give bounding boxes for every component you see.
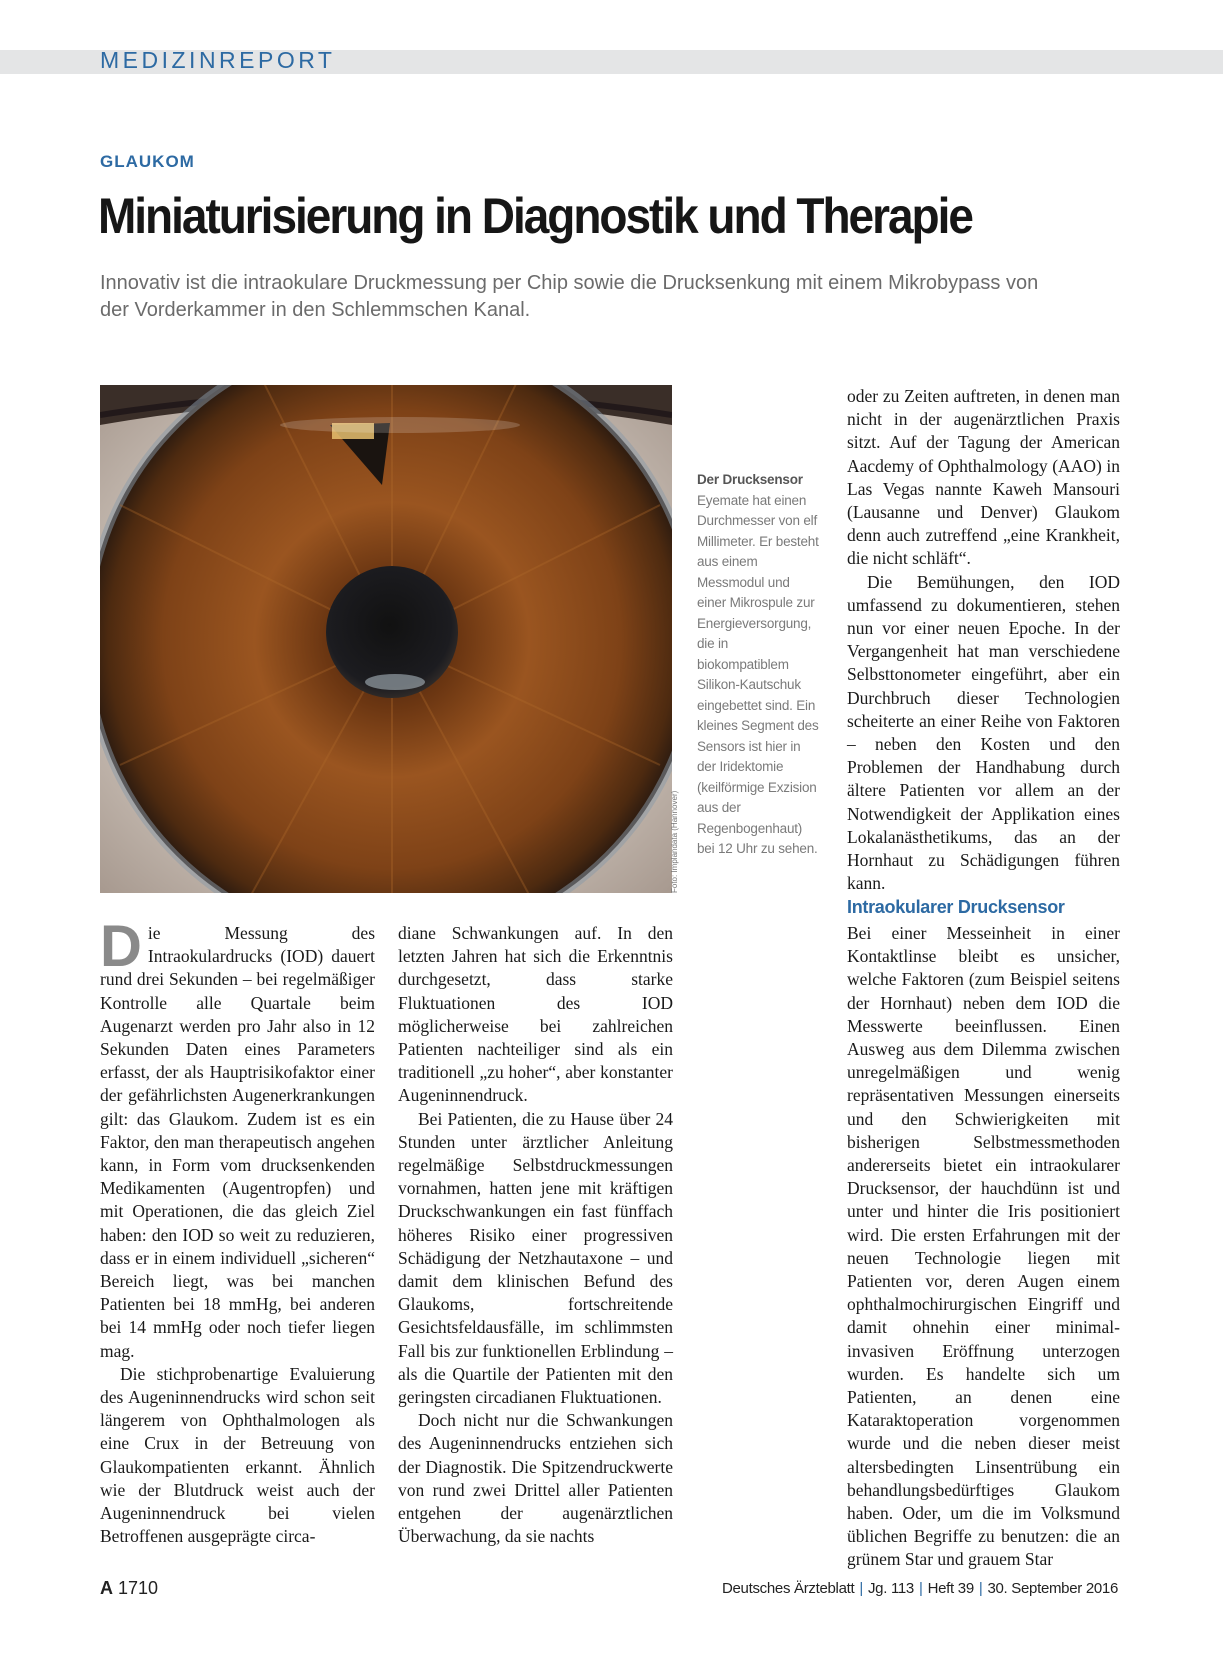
caption-title: Der Drucksensor (697, 472, 803, 487)
paragraph: Bei Patienten, die zu Hause über 24 Stunden unter ärztlicher Anleitung regelmäßige Selbstdruckmessungen vornahmen, hatten jene mit kräftigen Druckschwankungen ein fast fünffach höheres Risiko einer progressiven Schädigung der Netzhautaxone – und damit dem klinischen Befund des Glaukoms, fortschreitende Gesichtsfeldausfälle, im schlimmsten Fall bis zur funktionellen Erblindung – als die Quartile der Patienten mit den geringsten circadianen Fluktuationen. (398, 1108, 673, 1408)
section-subheading: Intraokularer Drucksensor (847, 897, 1065, 917)
article-kicker: GLAUKOM (100, 152, 195, 171)
dropcap: D (100, 914, 142, 979)
eye-photo (100, 385, 672, 893)
section-label: MEDIZINREPORT (100, 47, 336, 73)
column-1 (100, 914, 375, 1548)
paragraph: oder zu Zeiten auftreten, in denen man nicht in der augenärztlichen Praxis sitzt. Auf der Tagung der American Aacdemy of Ophthalmology (AAO) in Las Vegas nannte Kaweh Mansouri (Lausanne und Denver) Glaukom denn auch zutreffend „eine Krankheit, die nicht schläft“. (847, 386, 1120, 569)
journal-name: Deutsches Ärzteblatt (721, 1580, 855, 1597)
paragraph: diane Schwankungen auf. In den letzten Jahren hat sich die Erkenntnis durchgesetzt, dass starke Fluktuationen des IOD möglicherweise bei zahlreichen Patienten nachteiliger sind als ein traditionell „zu hoher“, aber konstanter Augeninnendruck. (398, 923, 673, 1106)
footer-citation (722, 1580, 1118, 1597)
paragraph (100, 914, 375, 1363)
separator: | (918, 1580, 923, 1597)
paragraph: Die stichprobenartige Evaluierung des Augeninnendrucks wird schon seit längerem von Ophthalmologen als eine Crux in der Betreuung von Glaukompatienten erkannt. Ähnlich wie der Blutdruck weist auch der Augeninnendruck bei vielen Betroffenen ausgeprägte circa- (100, 1363, 375, 1547)
column-2 (398, 922, 673, 1548)
page-number (100, 1578, 158, 1599)
page-prefix: A (100, 1578, 113, 1598)
separator: | (978, 1580, 983, 1597)
paragraph: Die Bemühungen, den IOD umfassend zu dokumentieren, stehen nun vor einer neuen Epoche. In der Vergangenheit hat man verschiedene Selbsttonometer eingeführt, aber ein Durchbruch dieser Technologien scheiterte an einer Reihe von Faktoren – neben den Kosten und den Problemen der Handhabung durch ältere Patienten vor allem an der Notwendigkeit der Applikation eines Lokalanästhetikums, das an der Hornhaut zu Schädigungen führen kann. (847, 571, 1120, 894)
column-3 (847, 385, 1120, 895)
journal-date: 30. September 2016 (987, 1580, 1118, 1597)
page-number-value: 1710 (118, 1578, 159, 1598)
paragraph: Bei einer Messeinheit in einer Kontaktlinse bleibt es unsicher, welche Faktoren (zum Beispiel seitens der Hornhaut) neben dem IOD die Messwerte beeinflussen. Einen Ausweg aus dem Dilemma zwischen unregelmäßigen und wenig repräsentativen Messungen einerseits und den Schwierigkeiten mit bisherigen Selbstmessmethoden andererseits bietet ein intraokularer Drucksensor, der hauchdünn ist und unter und hinter die Iris positioniert wird. Die ersten Erfahrungen mit der neuen Technologie liegen mit Patienten vor, deren Augen einem ophthalmochirurgischen Eingriff und damit ohnehin einer minimal-invasiven Eröffnung unterzogen wurden. Es handelte sich um Patienten, an denen eine Kataraktoperation vorgenommen wurde und die neben dieser meist altersbedingten Linsentrübung ein behandlungsbedürftiges Glaukom haben. Oder, um die im Volksmund üblichen Begriffe zu benutzen: die an grünem Star und grauem Star (847, 923, 1120, 1570)
photo-caption (697, 470, 822, 860)
caption-text: Eyemate hat einen Durchmesser von elf Millimeter. Er besteht aus einem Messmodul und einer Mikrospule zur Energieversorgung, die in biokompatiblem Silikon-Kautschuk eingebettet sind. Ein kleines Segment des Sensors ist hier in der Iridektomie (keilförmige Exzision aus der Regenbogenhaut) bei 12 Uhr zu sehen. (697, 492, 819, 856)
journal-volume: Jg. 113 (867, 1580, 914, 1597)
article-subhead: Innovativ ist die intraokulare Druckmessung per Chip sowie die Drucksenkung mit einem Mikrobypass von der Vorderkammer in den Schlemmschen Kanal. (100, 272, 1039, 321)
article-headline: Miniaturisierung in Diagnostik und Therapie (98, 188, 972, 244)
photo-credit: Foto: Implandata (Hannover) (670, 790, 679, 893)
separator: | (859, 1580, 863, 1597)
paragraph-text: ie Messung des Intraokulardrucks (IOD) dauert rund drei Sekunden – bei regelmäßiger Kontrolle alle Quartale beim Augenarzt werden pro Jahr also in 12 Sekunden Daten eines Parameters erfasst, der als Hauptrisikofaktor einer der gefährlichsten Augenerkrankungen gilt: das Glaukom. Zudem ist es ein Faktor, den man therapeutisch angehen kann, in Form vom drucksenkenden Medikamenten (Augentropfen) und mit Operationen, die das gleich Ziel haben: den IOD so weit zu reduzieren, dass er in einem individuell „sicheren“ Bereich liegt, was bei manchen Patienten bei 18 mmHg, bei anderen bei 14 mmHg oder noch tiefer liegen mag. (100, 923, 375, 1361)
paragraph: Doch nicht nur die Schwankungen des Augeninnendrucks entziehen sich der Diagnostik. Die Spitzendruckwerte von rund zwei Drittel aller Patienten entgehen der augenärztlichen Überwachung, da sie nachts (398, 1410, 673, 1547)
column-3-continued (847, 922, 1120, 1572)
journal-issue: Heft 39 (927, 1580, 974, 1597)
